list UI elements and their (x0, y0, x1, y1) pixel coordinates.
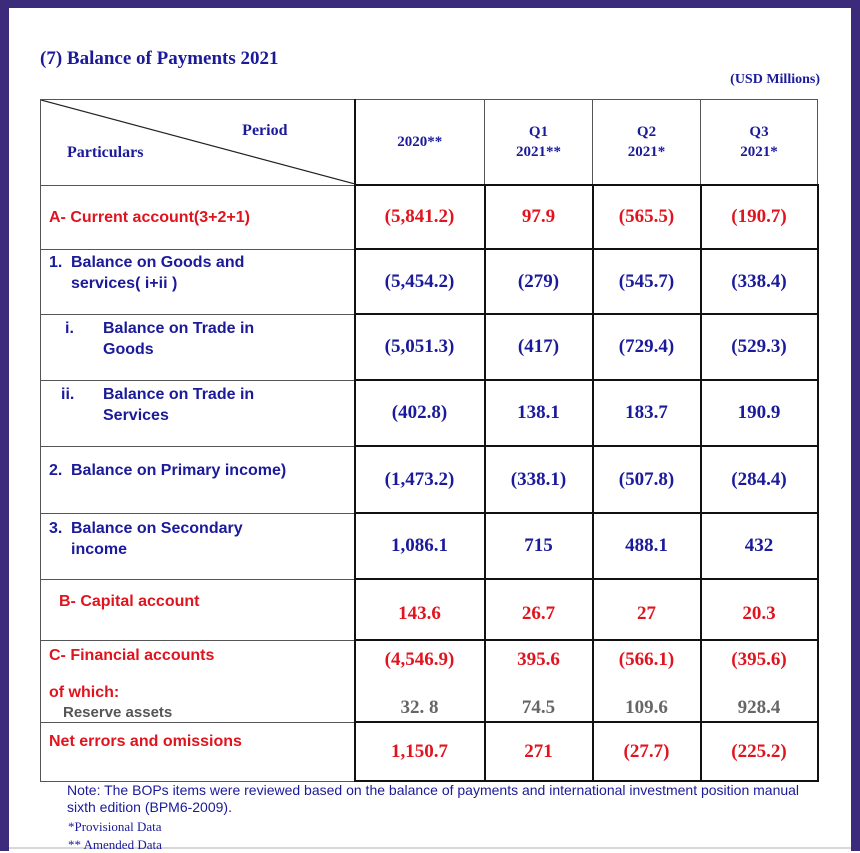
row-label-cell (41, 640, 355, 722)
row-label: Net errors and omissions (41, 722, 355, 781)
value-cell: 20.3 (701, 579, 818, 640)
row-label-cell (41, 446, 355, 513)
value-cell: (4,546.9) 32. 8 (355, 640, 485, 722)
value-cell: (190.7) (701, 185, 818, 249)
row-number: 1. (49, 253, 63, 271)
value-cell: (284.4) (701, 446, 818, 513)
table-row (41, 579, 818, 640)
row-label-cell (41, 314, 355, 380)
value-cell: (5,051.3) (355, 314, 485, 380)
footnote-provisional: *Provisional Data (68, 819, 162, 834)
particulars-header: Particulars (67, 144, 144, 161)
value-cell: (395.6) 928.4 (701, 640, 818, 722)
column-header-q1: Q1 2021** (485, 100, 593, 186)
table-row (41, 185, 818, 249)
row-label: Balance on Primary income) (71, 461, 287, 479)
value-cell: (417) (485, 314, 593, 380)
value-cell: 271 (485, 722, 593, 781)
table-row (41, 380, 818, 446)
note-text: Note: The BOPs items were reviewed based on the balance of payments and international investment position manual sixth edition (BPM6-2009). (67, 782, 800, 815)
value-cell: (529.3) (701, 314, 818, 380)
value-cell: 143.6 (355, 579, 485, 640)
value-cell: (402.8) (355, 380, 485, 446)
row-label-cell (41, 380, 355, 446)
table-row (41, 249, 818, 314)
column-header-q2: Q2 2021* (593, 100, 701, 186)
value-cell: (225.2) (701, 722, 818, 781)
table-row (41, 640, 818, 722)
column-header-2020: 2020** (355, 100, 485, 186)
page-title: (7) Balance of Payments 2021 (40, 48, 279, 69)
header-row (41, 100, 818, 186)
value-cell: (5,841.2) (355, 185, 485, 249)
column-header-q3: Q3 2021* (701, 100, 818, 186)
value-cell: (338.1) (485, 446, 593, 513)
value-cell: (1,473.2) (355, 446, 485, 513)
table-row (41, 513, 818, 579)
row-label: Balance on Trade in Services (103, 385, 255, 424)
row-number: ii. (61, 385, 75, 403)
table-row (41, 722, 818, 781)
row-number: i. (65, 319, 74, 337)
footnote-amended: ** Amended Data (68, 837, 162, 852)
table-row (41, 314, 818, 380)
row-label: A- Current account(3+2+1) (41, 185, 355, 249)
period-header: Period (242, 122, 288, 139)
row-label-cell (41, 249, 355, 314)
value-cell: (5,454.2) (355, 249, 485, 314)
bop-table (40, 99, 819, 782)
header-corner (41, 100, 355, 186)
value-cell: 26.7 (485, 579, 593, 640)
value-cell: 432 (701, 513, 818, 579)
table-row (41, 446, 818, 513)
row-label-cell (41, 513, 355, 579)
value-cell: 97.9 (485, 185, 593, 249)
sub-label-of-which: of which: (49, 683, 120, 701)
row-number: 2. (49, 461, 63, 479)
value-cell: 190.9 (701, 380, 818, 446)
sub-label-reserve-assets: Reserve assets (63, 703, 173, 721)
value-cell: (338.4) (701, 249, 818, 314)
value-cell: 715 (485, 513, 593, 579)
value-cell: 395.6 74.5 (485, 640, 593, 722)
value-cell: 1,150.7 (355, 722, 485, 781)
value-cell: 27 (593, 579, 701, 640)
header-diagonal (41, 100, 355, 184)
row-number: 3. (49, 519, 63, 537)
row-label: Balance on Goods and services( i+ii ) (71, 253, 245, 292)
value-cell: 488.1 (593, 513, 701, 579)
value-cell: 183.7 (593, 380, 701, 446)
value-cell: (279) (485, 249, 593, 314)
value-cell: (566.1) 109.6 (593, 640, 701, 722)
row-label: Balance on Secondary income (71, 519, 243, 558)
value-cell: (507.8) (593, 446, 701, 513)
units-label: (USD Millions) (730, 72, 820, 87)
value-cell: (565.5) (593, 185, 701, 249)
row-label: Balance on Trade in Goods (103, 319, 255, 358)
row-label: B- Capital account (41, 579, 355, 640)
value-cell: (729.4) (593, 314, 701, 380)
value-cell: (545.7) (593, 249, 701, 314)
value-cell: (27.7) (593, 722, 701, 781)
value-cell: 138.1 (485, 380, 593, 446)
row-label: C- Financial accounts (49, 646, 215, 664)
value-cell: 1,086.1 (355, 513, 485, 579)
